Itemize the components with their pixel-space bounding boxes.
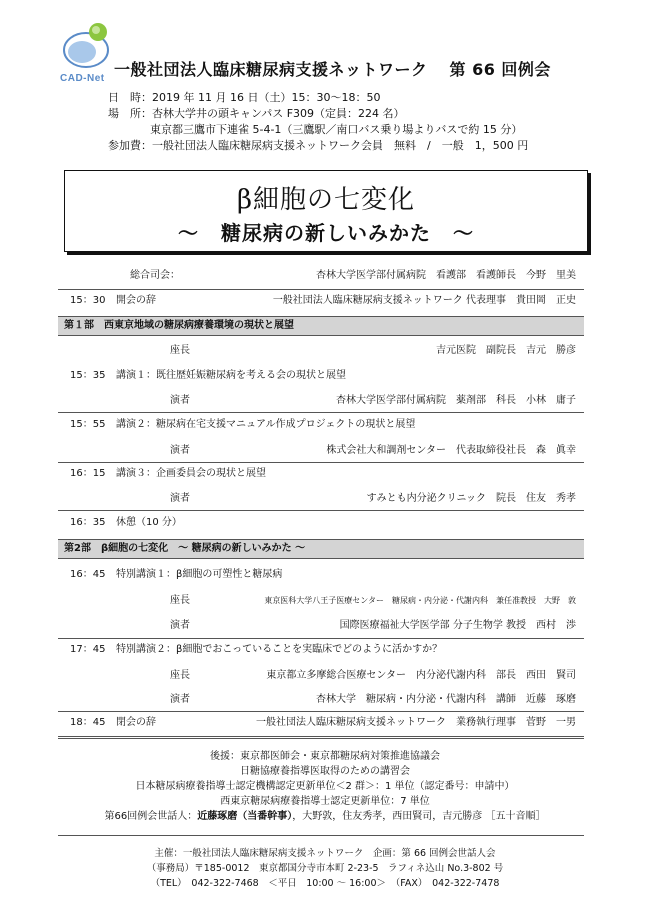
event: 特別講演２：β細胞でおこっていることを実臨床でどのように活かすか？ (116, 644, 443, 655)
affiliation: すみとも内分泌クリニック 院長 住友 秀孝 (366, 493, 576, 504)
lecture1-row (58, 368, 584, 384)
event: 講演２：糖尿病在宅支援マニュアル作成プロジェクトの現状と展望 (116, 419, 416, 430)
part1-header (58, 316, 584, 336)
event-fee: 参加費：一般社団法人臨床糖尿病支援ネットワーク会員 無料 / 一般 1，500 円 (108, 139, 529, 152)
time: 15：55 (70, 419, 106, 430)
lecture2-row (58, 417, 584, 433)
affiliation: 杏林大学 糖尿病・内分泌・代謝内科 講師 近藤 琢磨 (316, 694, 576, 705)
role: 総合司会： (130, 270, 180, 281)
divider (58, 462, 584, 463)
break-row (58, 515, 584, 531)
affiliation: 株式会社大和調剤センター 代表取締役社長 森 眞幸 (326, 445, 576, 456)
event-address: 東京都三鷹市下連雀 5-4-1（三鷹駅／南口バス乗り場よりバスで約 15 分） (150, 123, 523, 136)
divider (58, 510, 584, 511)
organizers-label: 第66回例会世話人： (104, 811, 198, 822)
affiliation: 杏林大学医学部付属病院 薬剤部 科長 小林 庸子 (336, 395, 576, 406)
opening-row (58, 293, 584, 309)
divider (58, 711, 584, 712)
role: 演者 (170, 694, 190, 705)
main-title: β細胞の七変化 (236, 185, 416, 215)
support-line-4: 西東京糖尿病療養指導士認定更新単位：7 単位 (220, 796, 430, 807)
time: 15：35 (70, 370, 106, 381)
role: 演者 (170, 445, 190, 456)
event-place: 場 所：杏林大学井の頭キャンパス F309（定員：224 名） (108, 107, 405, 120)
event-date: 日 時：2019 年 11 月 16 日（土）15：30～18：50 (108, 91, 381, 104)
closing-row (58, 715, 584, 731)
footer-line-3: （TEL） 042-322-7468 ＜平日 10:00 ～ 16:00＞ （FAX） 042-322-7478 (150, 878, 500, 889)
tilde-left: ～ (178, 221, 199, 245)
role: 演者 (170, 395, 190, 406)
event: 講演１：既往歴妊娠糖尿病を考える会の現状と展望 (116, 370, 346, 381)
divider (58, 835, 584, 836)
cad-net-logo (58, 18, 118, 88)
divider (58, 638, 584, 639)
affiliation: 杏林大学医学部付属病院 看護部 看護師長 今野 里美 (316, 270, 576, 281)
part2-header (58, 539, 584, 559)
affiliation: 東京医科大学八王子医療センター 糖尿病・内分泌・代謝内科 兼任准教授 大野 敦 (264, 596, 576, 605)
support-line-3: 日本糖尿病療養指導士認定機構認定更新単位＜2 群＞：1 単位（認定番号：申請中） (135, 781, 515, 792)
time: 16：35 (70, 517, 106, 528)
event: 特別講演１：β細胞の可塑性と糖尿病 (116, 569, 283, 580)
role: 座長 (170, 670, 190, 681)
organization-name: 一般社団法人臨床糖尿病支援ネットワーク (114, 60, 428, 79)
header-title (114, 57, 551, 80)
support-line-1: 後援：東京都医師会・東京都糖尿病対策推進協議会 (210, 751, 440, 762)
chair3-row (58, 668, 584, 684)
role: 演者 (170, 620, 190, 631)
affiliation: 一般社団法人臨床糖尿病支援ネットワーク 代表理事 貴田岡 正史 (272, 295, 576, 306)
event: 閉会の辞 (116, 717, 156, 728)
speaker2-row (58, 443, 584, 459)
meeting-number: 第 66 回例会 (449, 60, 551, 79)
speaker4-row (58, 618, 584, 634)
logo-icon (58, 18, 118, 74)
time: 15：30 (70, 295, 106, 306)
time: 16：15 (70, 468, 106, 479)
organizers-list: ，大野敦，住友秀孝，西田賢司，吉元勝彦 ［五十音順］ (292, 811, 546, 822)
role: 座長 (170, 595, 190, 606)
tilde-right: ～ (453, 221, 474, 245)
logo-text: CAD-Net (60, 73, 105, 84)
time: 18：45 (70, 717, 106, 728)
part2-title: 第2部 β細胞の七変化 ～ 糖尿病の新しいみかた ～ (64, 543, 306, 554)
affiliation: 一般社団法人臨床糖尿病支援ネットワーク 業務執行理事 菅野 一男 (256, 717, 576, 728)
affiliation: 吉元医院 副院長 吉元 勝彦 (436, 345, 576, 356)
footer-line-2: （事務局）〒185-0012 東京都国分寺市本町 2-23-5 ラフィネ込山 No.3-802 号 (146, 863, 504, 874)
event: 講演３：企画委員会の現状と展望 (116, 468, 266, 479)
speaker1-row (58, 393, 584, 409)
divider (58, 736, 584, 739)
time: 17：45 (70, 644, 106, 655)
general-moderator-row (58, 268, 584, 284)
role: 座長 (170, 345, 190, 356)
sub-title-text: 糖尿病の新しいみかた (221, 221, 431, 245)
affiliation: 東京都立多摩総合医療センター 内分泌代謝内科 部長 西田 賢司 (266, 670, 576, 681)
divider (58, 412, 584, 413)
footer-line-1: 主催：一般社団法人臨床糖尿病支援ネットワーク 企画：第 66 回例会世話人会 (154, 848, 496, 859)
event: 開会の辞 (116, 295, 156, 306)
special2-row (58, 642, 584, 658)
special1-row (58, 567, 584, 583)
divider (58, 289, 584, 290)
support-line-2: 日糖協療養指導医取得のための講習会 (240, 766, 410, 777)
lecture3-row (58, 466, 584, 482)
speaker3-row (58, 491, 584, 507)
chair1-row (58, 343, 584, 359)
time: 16：45 (70, 569, 106, 580)
support-line-5 (0, 810, 650, 824)
chair2-row (58, 593, 584, 609)
speaker5-row (58, 692, 584, 708)
sub-title (65, 217, 587, 246)
affiliation: 国際医療福祉大学医学部 分子生物学 教授 西村 渉 (339, 620, 576, 631)
chief-organizer: 近藤琢磨（当番幹事） (197, 811, 293, 822)
part1-title: 第１部 西東京地域の糖尿病療養環境の現状と展望 (64, 320, 294, 331)
title-box (64, 170, 588, 252)
role: 演者 (170, 493, 190, 504)
event: 休憩（10 分） (116, 517, 182, 528)
